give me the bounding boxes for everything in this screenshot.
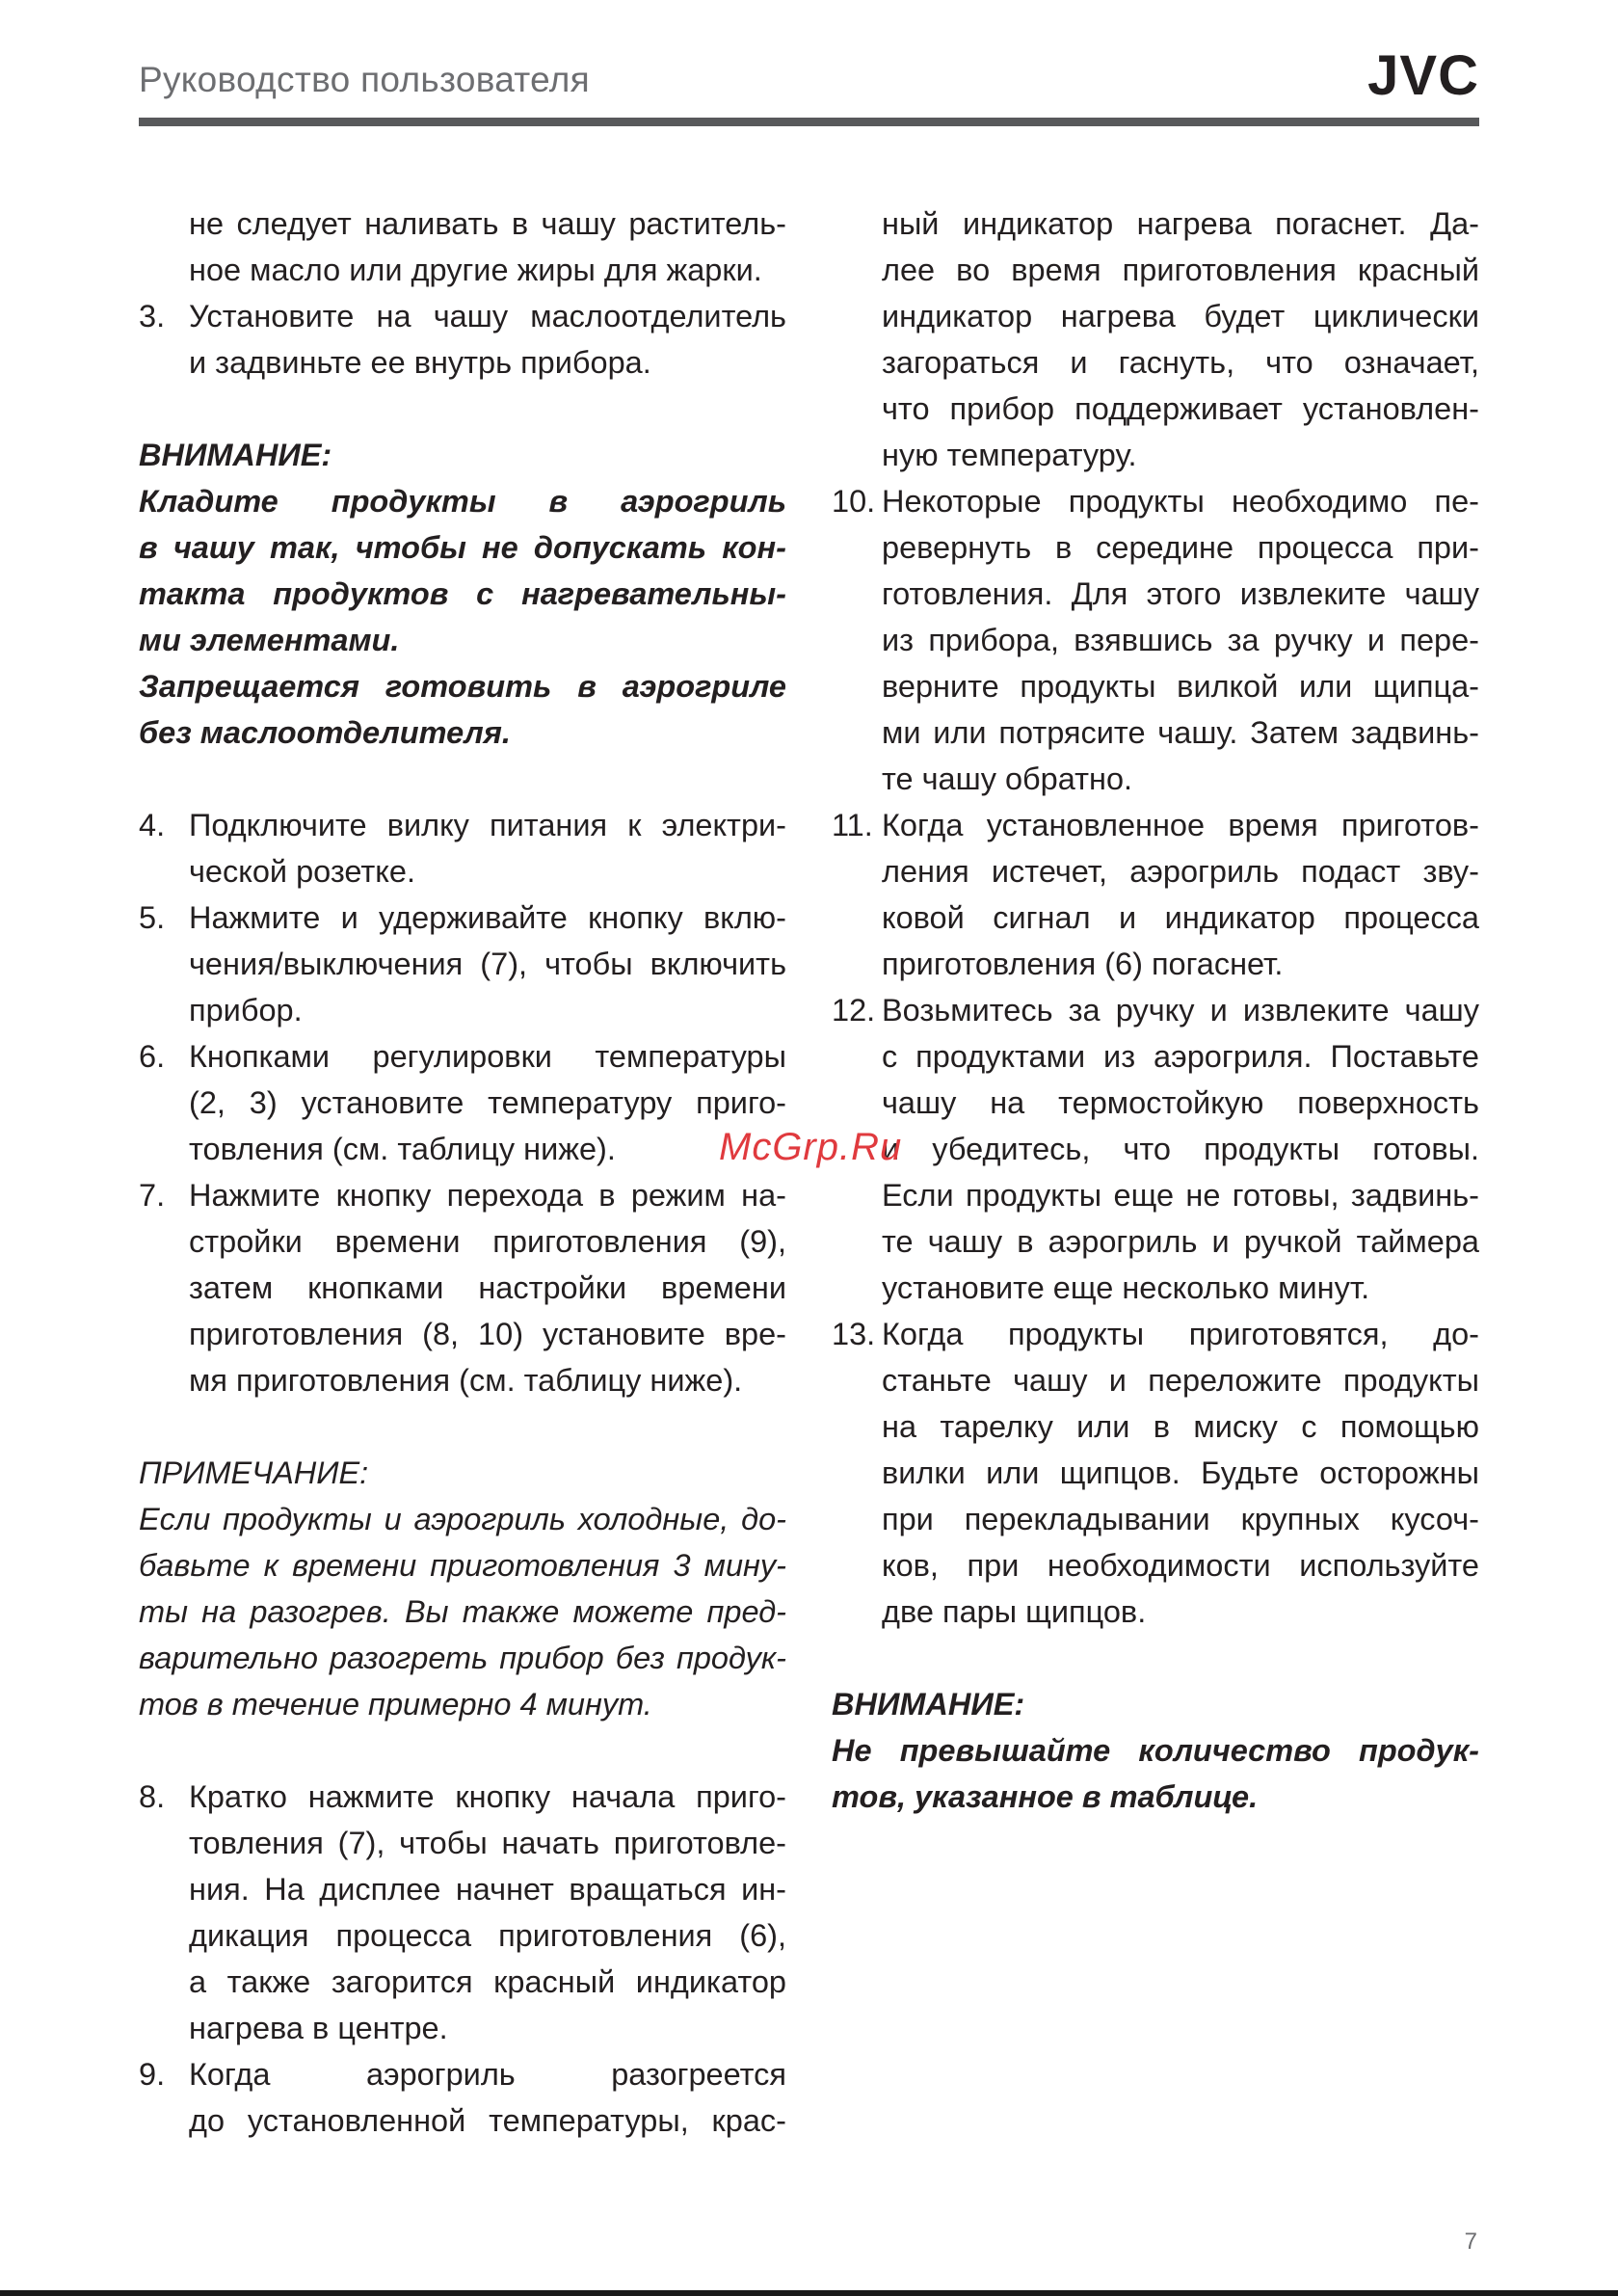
line-text: лее во время приготовления красный	[882, 253, 1479, 287]
line-text: Нажмите и удерживайте кнопку вклю-	[189, 900, 786, 935]
list-number: 6.	[139, 1039, 166, 1074]
line-text: а также загорится красный индикатор	[189, 1964, 786, 1999]
line-text: загораться и гаснуть, что означает,	[882, 345, 1479, 380]
text-line	[139, 1681, 786, 1727]
text-line	[139, 617, 786, 663]
text-line	[832, 802, 1479, 848]
text-line	[832, 432, 1479, 478]
line-text: Когда продукты приготовятся, до-	[882, 1317, 1479, 1351]
paragraph-gap	[832, 1635, 1479, 1681]
jvc-logo: JVC	[1367, 44, 1479, 107]
text-line	[139, 1496, 786, 1542]
line-text: приготовления (8, 10) установите вре-	[189, 1317, 786, 1351]
line-text: что прибор поддерживает установлен-	[882, 391, 1479, 426]
text-line	[139, 478, 786, 524]
text-line	[139, 1357, 786, 1403]
line-text: верните продукты вилкой или щипца-	[882, 669, 1479, 704]
line-text: при перекладывании крупных кусоч-	[882, 1502, 1479, 1536]
list-number: 10.	[832, 484, 876, 519]
text-line	[139, 1542, 786, 1589]
line-text: Если продукты еще не готовы, задвинь-	[882, 1178, 1479, 1213]
line-text: ческой розетке.	[189, 854, 415, 889]
line-text: ревернуть в середине процесса при-	[882, 530, 1479, 565]
text-line	[832, 200, 1479, 247]
text-line	[139, 2051, 786, 2097]
line-text: чения/выключения (7), чтобы включить	[189, 947, 786, 981]
left-column	[139, 200, 786, 2144]
text-line	[139, 293, 786, 339]
text-line	[139, 941, 786, 987]
text-line	[139, 200, 786, 247]
text-line	[832, 1126, 1479, 1172]
line-text: те чашу обратно.	[882, 761, 1133, 796]
line-text: Кнопками регулировки температуры	[189, 1039, 786, 1074]
text-line	[832, 1403, 1479, 1450]
line-text: ления истечет, аэрогриль подаст зву-	[882, 854, 1479, 889]
line-text: установите еще несколько минут.	[882, 1270, 1370, 1305]
list-number: 13.	[832, 1317, 876, 1351]
text-line	[832, 478, 1479, 524]
line-text: те чашу в аэрогриль и ручкой таймера	[882, 1224, 1479, 1259]
text-line	[832, 1311, 1479, 1357]
line-text: Подключите вилку питания к электри-	[189, 808, 786, 842]
text-line	[139, 1033, 786, 1080]
line-text: дикация процесса приготовления (6),	[189, 1918, 786, 1953]
text-line	[139, 802, 786, 848]
line-text: ВНИМАНИЕ:	[832, 1687, 1025, 1722]
line-text: Некоторые продукты необходимо пе-	[882, 484, 1479, 519]
text-line	[832, 663, 1479, 709]
text-line	[832, 571, 1479, 617]
list-number: 9.	[139, 2057, 166, 2092]
line-text: ков, при необходимости используйте	[882, 1548, 1479, 1583]
text-line	[139, 1774, 786, 1820]
line-text: стройки времени приготовления (9),	[189, 1224, 786, 1259]
text-line	[832, 1681, 1479, 1727]
text-line	[832, 987, 1479, 1033]
text-line	[832, 1080, 1479, 1126]
text-line	[139, 1635, 786, 1681]
line-text: две пары щипцов.	[882, 1594, 1147, 1629]
text-line	[832, 756, 1479, 802]
line-text: варительно разогреть прибор без продук-	[139, 1641, 786, 1675]
line-text: индикатор нагрева будет циклически	[882, 299, 1479, 334]
line-text: и задвиньте ее внутрь прибора.	[189, 345, 651, 380]
paragraph-gap	[139, 1727, 786, 1774]
line-text: в чашу так, чтобы не допускать кон-	[139, 530, 786, 565]
text-line	[139, 1080, 786, 1126]
line-text: Установите на чашу маслоотделитель	[189, 299, 786, 334]
text-line	[832, 1450, 1479, 1496]
text-line	[139, 1172, 786, 1218]
text-line	[832, 1496, 1479, 1542]
list-number: 11.	[832, 808, 873, 842]
text-line	[832, 524, 1479, 571]
line-text: вилки или щипцов. Будьте осторожны	[882, 1455, 1479, 1490]
line-text: такта продуктов с нагревательны-	[139, 576, 786, 611]
text-line	[139, 2005, 786, 2051]
text-line	[139, 1265, 786, 1311]
line-text: ВНИМАНИЕ:	[139, 438, 332, 472]
line-text: станьте чашу и переложите продукты	[882, 1363, 1479, 1398]
page-header-title: Руководство пользователя	[139, 60, 591, 99]
text-line	[139, 1450, 786, 1496]
line-text: Если продукты и аэрогриль холодные, до-	[139, 1502, 786, 1536]
line-text: без маслоотделителя.	[139, 715, 511, 750]
text-line	[139, 571, 786, 617]
list-number: 5.	[139, 900, 166, 935]
line-text: ПРИМЕЧАНИЕ:	[139, 1455, 369, 1490]
line-text: не следует наливать в чашу раститель-	[189, 206, 786, 241]
line-text: и убедитесь, что продукты готовы.	[882, 1132, 1479, 1166]
line-text: на тарелку или в миску с помощью	[882, 1409, 1479, 1444]
paragraph-gap	[139, 756, 786, 802]
text-line	[832, 617, 1479, 663]
line-text: прибор.	[189, 993, 303, 1028]
line-text: чашу на термостойкую поверхность	[882, 1085, 1479, 1120]
text-line	[139, 1820, 786, 1866]
line-text: Кратко нажмите кнопку начала приго-	[189, 1779, 786, 1814]
line-text: бавьте к времени приготовления 3 мину-	[139, 1548, 786, 1583]
text-line	[139, 1589, 786, 1635]
watermark: McGrp.Ru	[719, 1126, 903, 1168]
text-line	[832, 386, 1479, 432]
line-text: ми элементами.	[139, 623, 400, 657]
text-line	[832, 293, 1479, 339]
list-number: 7.	[139, 1178, 166, 1213]
text-line	[139, 1912, 786, 1959]
line-text: Запрещается готовить в аэрогриле	[139, 669, 786, 704]
text-line	[832, 339, 1479, 386]
text-line	[832, 1033, 1479, 1080]
list-number: 4.	[139, 808, 166, 842]
line-text: ную температуру.	[882, 438, 1137, 472]
text-line	[139, 894, 786, 941]
text-line	[139, 339, 786, 386]
line-text: ковой сигнал и индикатор процесса	[882, 900, 1479, 935]
line-text: готовления. Для этого извлеките чашу	[882, 576, 1479, 611]
line-text: тов в течение примерно 4 минут.	[139, 1687, 652, 1722]
line-text: Возьмитесь за ручку и извлеките чашу	[882, 993, 1479, 1028]
text-line	[832, 247, 1479, 293]
line-text: ты на разогрев. Вы также можете пред-	[139, 1594, 786, 1629]
line-text: товления (см. таблицу ниже).	[189, 1132, 616, 1166]
text-line	[832, 709, 1479, 756]
list-number: 12.	[832, 993, 876, 1028]
list-number: 3.	[139, 299, 166, 334]
text-line	[139, 432, 786, 478]
line-text: до установленной температуры, крас-	[189, 2103, 786, 2138]
text-line	[139, 2097, 786, 2144]
line-text: Нажмите кнопку перехода в режим на-	[189, 1178, 786, 1213]
text-line	[139, 1218, 786, 1265]
paragraph-gap	[139, 1403, 786, 1450]
text-line	[832, 1172, 1479, 1218]
line-text: нагрева в центре.	[189, 2011, 448, 2045]
text-line	[832, 1589, 1479, 1635]
list-number: 8.	[139, 1779, 166, 1814]
line-text: с продуктами из аэрогриля. Поставьте	[882, 1039, 1479, 1074]
text-line	[139, 709, 786, 756]
text-line	[832, 941, 1479, 987]
text-line	[832, 894, 1479, 941]
line-text: Кладите продукты в аэрогриль	[139, 484, 786, 519]
line-text: Не превышайте количество продук-	[832, 1733, 1479, 1768]
text-line	[832, 1774, 1479, 1820]
line-text: приготовления (6) погаснет.	[882, 947, 1284, 981]
text-line	[139, 524, 786, 571]
bottom-edge	[0, 2290, 1618, 2296]
paragraph-gap	[139, 386, 786, 432]
line-text: Когда аэрогриль разогреется	[189, 2057, 786, 2092]
text-line	[139, 1126, 786, 1172]
text-line	[139, 663, 786, 709]
line-text: ми или потрясите чашу. Затем задвинь-	[882, 715, 1479, 750]
text-line	[139, 987, 786, 1033]
line-text: тов, указанное в таблице.	[832, 1779, 1259, 1814]
text-line	[139, 1866, 786, 1912]
line-text: ное масло или другие жиры для жарки.	[189, 253, 762, 287]
line-text: затем кнопками настройки времени	[189, 1270, 786, 1305]
text-line	[832, 1542, 1479, 1589]
text-line	[139, 1311, 786, 1357]
text-line	[832, 1357, 1479, 1403]
line-text: мя приготовления (см. таблицу ниже).	[189, 1363, 743, 1398]
line-text: ния. На дисплее начнет вращаться ин-	[189, 1872, 786, 1907]
line-text: товления (7), чтобы начать приготовле-	[189, 1826, 786, 1860]
text-line	[832, 1218, 1479, 1265]
text-line	[139, 848, 786, 894]
right-column	[832, 200, 1479, 1820]
line-text: из прибора, взявшись за ручку и пере-	[882, 623, 1479, 657]
line-text: (2, 3) установите температуру приго-	[189, 1085, 786, 1120]
page-number: 7	[1464, 2229, 1477, 2255]
text-line	[832, 1727, 1479, 1774]
line-text: Когда установленное время приготов-	[882, 808, 1479, 842]
line-text: ный индикатор нагрева погаснет. Да-	[882, 206, 1479, 241]
text-line	[832, 848, 1479, 894]
text-line	[139, 247, 786, 293]
text-line	[139, 1959, 786, 2005]
header-divider	[139, 118, 1479, 126]
text-line	[832, 1265, 1479, 1311]
